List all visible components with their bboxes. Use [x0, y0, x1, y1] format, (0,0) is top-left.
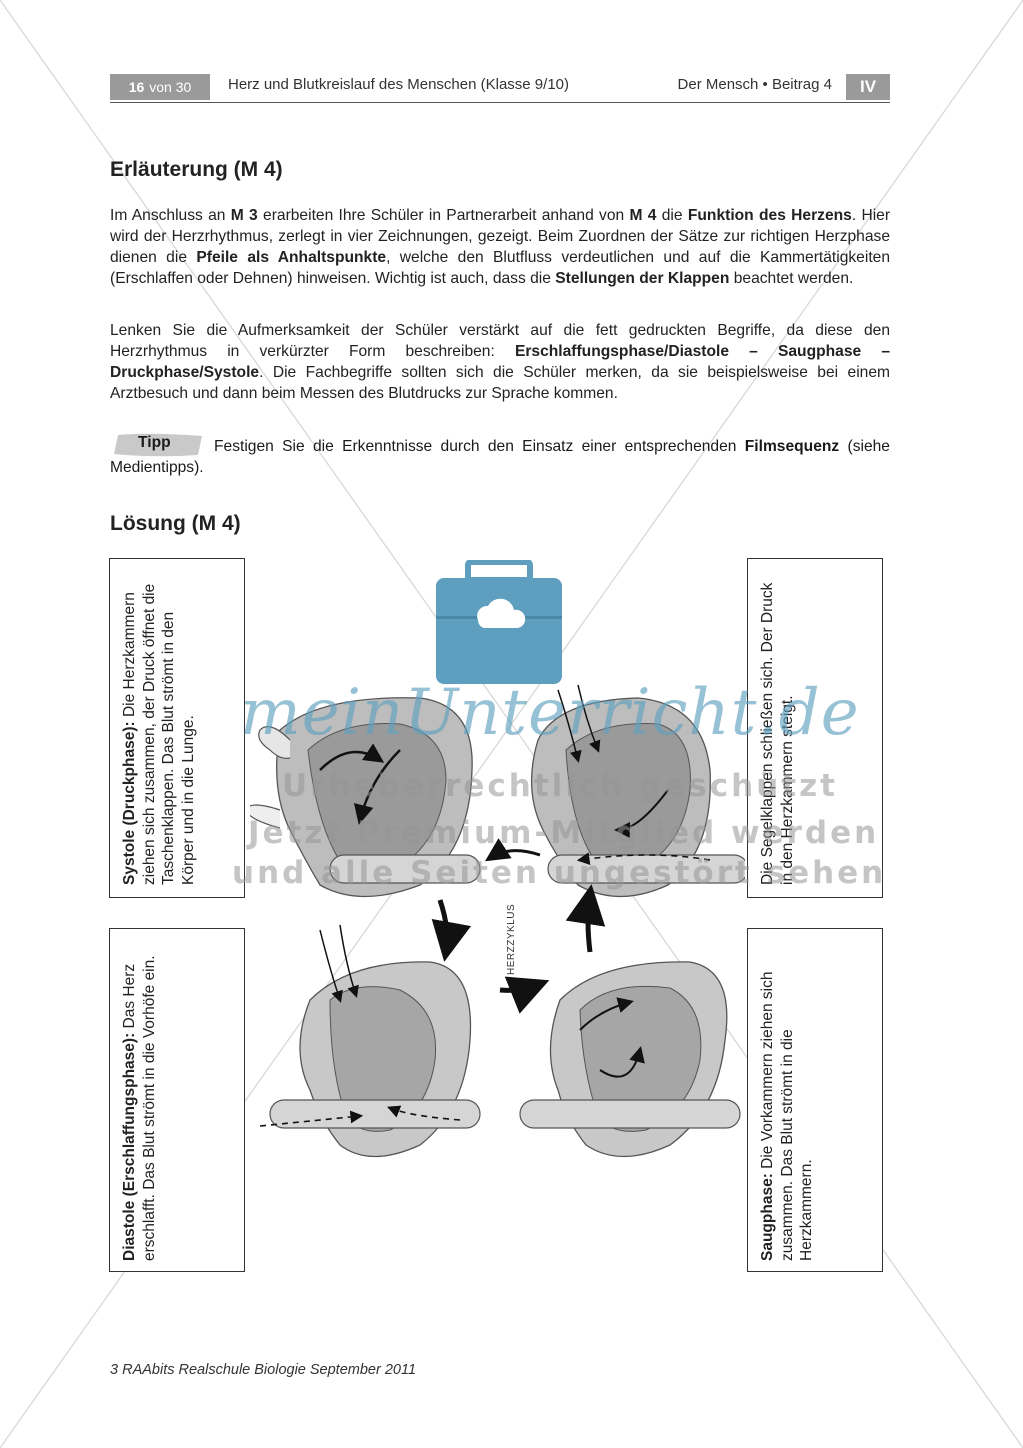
watermark-line-1: Urheberrechtlich geschützt: [282, 768, 838, 804]
heart-systole: [250, 698, 480, 897]
footer: 3 RAAbits Realschule Biologie September 2011: [110, 1362, 417, 1378]
text-segment: , welche den Blutfluss verdeutlichen und auf die Kammertätigkeiten (Erschlaffen oder Dehnen) hinweisen. Wichtig ist auch, dass die: [110, 249, 891, 287]
text-segment: . Hier wird der Herzrhythmus, zerlegt in vier Zeichnungen, gezeigt. Beim Zuordnen der Sätze zur richtigen Herzphase dienen die: [110, 207, 891, 266]
saugphase-text: Saugphase: Die Vorkammern ziehen sich zusammen. Das Blut strömt in die Herzkammern.: [759, 971, 815, 1261]
text-segment: M 3: [230, 207, 258, 224]
page-number-badge: [110, 74, 210, 100]
page-number: 16: [128, 79, 145, 95]
header-title: Herz und Blutkreislauf des Menschen (Klasse 9/10): [228, 76, 570, 93]
text-segment: Stellungen der Klappen: [555, 270, 730, 287]
heart-diastole: [260, 925, 480, 1157]
text-segment: beachtet werden.: [729, 270, 854, 287]
heart-valves-closed: [532, 685, 745, 897]
diastole-text: Diastole (Erschlaffungsphase): Das Herz erschlafft. Das Blut strömt in die Vorhöfe ein.: [121, 955, 158, 1261]
text-segment: Lenken Sie die Aufmerksamkeit der Schüler verstärkt auf die fett gedruckten Begriffe, da diese den Herzrhythmus in verkürzter Form beschreiben:: [110, 322, 890, 360]
diastole-box: [109, 928, 245, 1272]
header-series: Der Mensch • Beitrag 4: [677, 76, 832, 93]
systole-box: [109, 558, 245, 898]
page-total: von 30: [149, 79, 192, 95]
paragraph-2: [110, 320, 890, 404]
saugphase-box: [747, 928, 883, 1272]
text-segment: . Die Fachbegriffe sollten sich die Schüler merken, da sie beispielsweise bei einem Arztbesuch und dann beim Messen des Blutdrucks zur Sprache kommen.: [110, 364, 890, 402]
text-segment: Pfeile als Anhaltspunkte: [196, 249, 387, 266]
text-segment: Festigen Sie die Erkenntnisse durch den Einsatz einer entsprechenden: [214, 438, 745, 455]
heading-erlaeuterung: Erläuterung (M 4): [110, 158, 283, 181]
text-segment: Erschlaffungsphase/Diastole – Saugphase – Druckphase/Systole: [110, 343, 890, 381]
text-segment: die: [656, 207, 688, 224]
systole-text: Systole (Druckphase): Die Herzkammern ziehen sich zusammen, der Druck öffnet die Taschenklappen. Das Blut strömt in den Körper und in die Lunge.: [121, 583, 197, 885]
watermark-line-3: und alle Seiten ungestört sehen: [232, 855, 887, 891]
briefcase-cloud-icon: [436, 562, 562, 684]
segelklappen-box: [747, 558, 883, 898]
watermark-brand: meinUnterricht.de: [240, 676, 860, 750]
heart-saugphase: [520, 962, 740, 1157]
paragraph-1: [110, 205, 890, 289]
segelklappen-text: Die Segelklappen schließen sich. Der Druck in den Herzkammern steigt.: [759, 582, 796, 885]
text-segment: (siehe Medientipps).: [110, 438, 890, 476]
page-header: [110, 72, 890, 103]
section-badge: IV: [846, 74, 890, 100]
heart-cycle-diagram: [250, 560, 745, 1180]
watermark-line-2: Jetzt Premium-Mitglied werden: [248, 815, 880, 851]
text-segment: Funktion des Herzens: [687, 207, 852, 224]
text-segment: Im Anschluss an: [110, 207, 231, 224]
text-segment: Filmsequenz: [744, 438, 840, 455]
paragraph-tip: [110, 436, 890, 478]
text-segment: M 4: [629, 207, 657, 224]
heading-loesung: Lösung (M 4): [110, 512, 241, 535]
tip-label: Tipp: [138, 434, 171, 451]
text-segment: erarbeiten Ihre Schüler in Partnerarbeit anhand von: [257, 207, 630, 224]
cycle-label: HERZZYKLUS: [506, 903, 517, 975]
